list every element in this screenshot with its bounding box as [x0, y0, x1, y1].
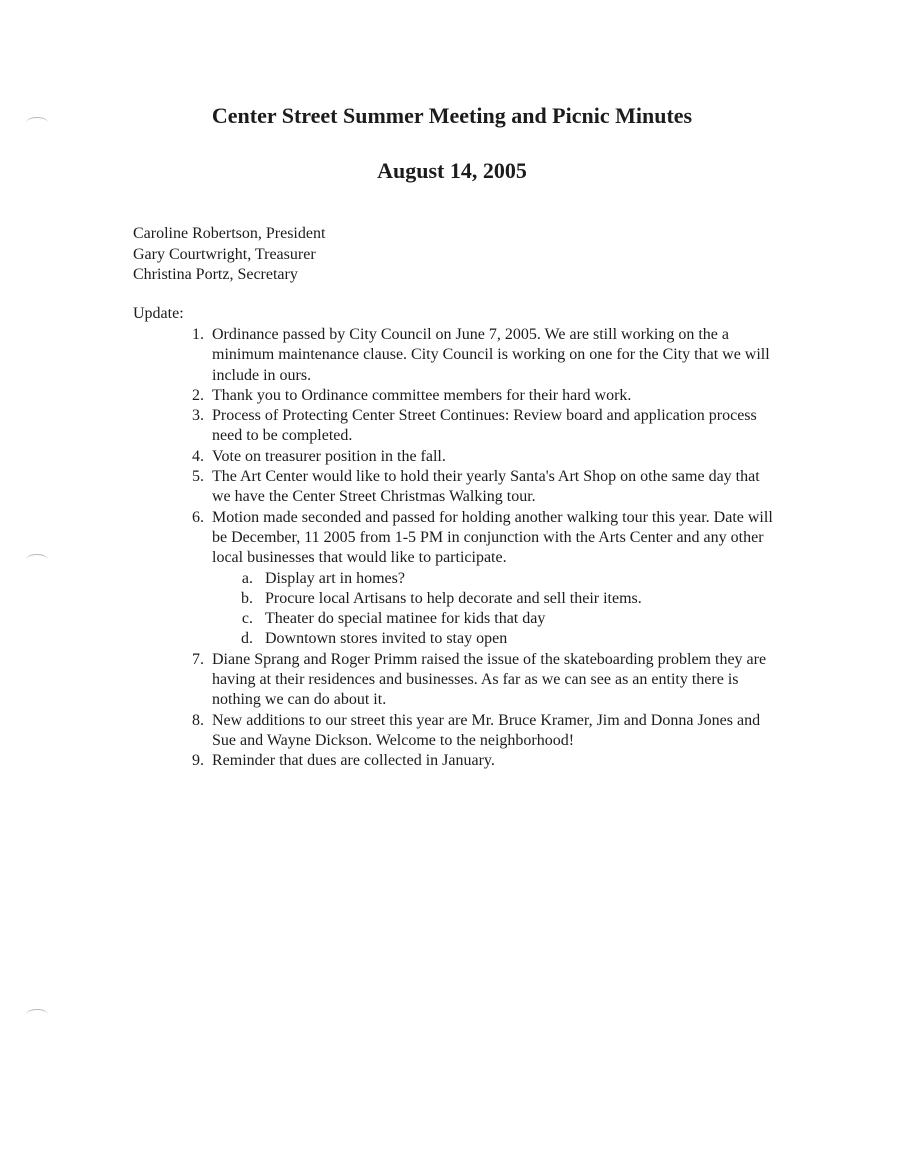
item-text: Process of Protecting Center Street Continues: Review board and application process need to be completed. — [212, 407, 757, 445]
officer-secretary: Christina Portz, Secretary — [133, 266, 298, 283]
sub-list-item — [233, 629, 778, 649]
sub-list-item — [233, 589, 778, 609]
update-items-list — [178, 325, 778, 772]
list-item — [178, 406, 778, 447]
subitem-letter: c. — [241, 610, 253, 628]
list-item — [178, 325, 778, 386]
subitem-text: Display art in homes? — [265, 569, 405, 587]
item-text: New additions to our street this year are Mr. Bruce Kramer, Jim and Donna Jones and Sue and Wayne Dickson. Welcome to the neighborhood! — [212, 711, 761, 749]
item-number: 8. — [192, 711, 204, 729]
item-number: 1. — [192, 326, 204, 343]
punch-hole-mark — [26, 554, 48, 565]
meeting-date: August 14, 2005 — [377, 158, 527, 183]
update-label: Update: — [133, 305, 184, 322]
document-title: Center Street Summer Meeting and Picnic Minutes — [211, 103, 693, 128]
subitem-text: Downtown stores invited to stay open — [265, 630, 508, 648]
walking-tour-subitems — [212, 569, 778, 650]
item-number: 2. — [192, 386, 204, 404]
item-text: Vote on treasurer position in the fall. — [212, 447, 446, 465]
list-item — [178, 386, 778, 406]
officer-president: Caroline Robertson, President — [133, 225, 326, 242]
punch-hole-mark — [26, 1009, 48, 1020]
item-number: 7. — [192, 650, 204, 668]
sub-list-item — [233, 609, 778, 629]
subitem-text: Theater do special matinee for kids that day — [265, 610, 546, 628]
item-text: Motion made seconded and passed for holding another walking tour this year. Date will be December, 11 2005 from 1-5 PM in conjunction with the Arts Center and any other local businesses that would like to participate. — [212, 508, 773, 567]
item-text: Diane Sprang and Roger Primm raised the issue of the skateboarding problem they are having at their residences and businesses. As far as we can see as an entity there is nothing we can do about it. — [212, 650, 767, 709]
officers-list — [133, 224, 325, 286]
subitem-text: Procure local Artisans to help decorate and sell their items. — [265, 589, 642, 607]
list-item — [178, 751, 778, 771]
list-item — [178, 447, 778, 467]
item-number: 9. — [192, 752, 204, 770]
list-item — [178, 650, 778, 711]
list-item — [178, 711, 778, 752]
sub-list-item — [233, 569, 778, 589]
item-number: 6. — [192, 508, 204, 526]
item-text: Thank you to Ordinance committee members for their hard work. — [212, 386, 632, 404]
item-number: 3. — [192, 407, 204, 425]
list-item — [178, 508, 778, 650]
item-text: Reminder that dues are collected in January. — [212, 752, 495, 770]
subitem-letter: a. — [241, 569, 253, 587]
item-number: 5. — [192, 468, 204, 486]
officer-treasurer: Gary Courtwright, Treasurer — [133, 245, 316, 263]
list-item — [178, 467, 778, 508]
item-text: The Art Center would like to hold their yearly Santa's Art Shop on othe same day that we have the Center Street Christmas Walking tour. — [212, 468, 760, 506]
item-text: Ordinance passed by City Council on June 7, 2005. We are still working on the a minimum maintenance clause. City Council is working on one for the City that we will include in ours. — [212, 326, 770, 384]
subitem-letter: b. — [241, 589, 253, 607]
subitem-letter: d. — [241, 630, 253, 648]
item-number: 4. — [192, 447, 204, 465]
